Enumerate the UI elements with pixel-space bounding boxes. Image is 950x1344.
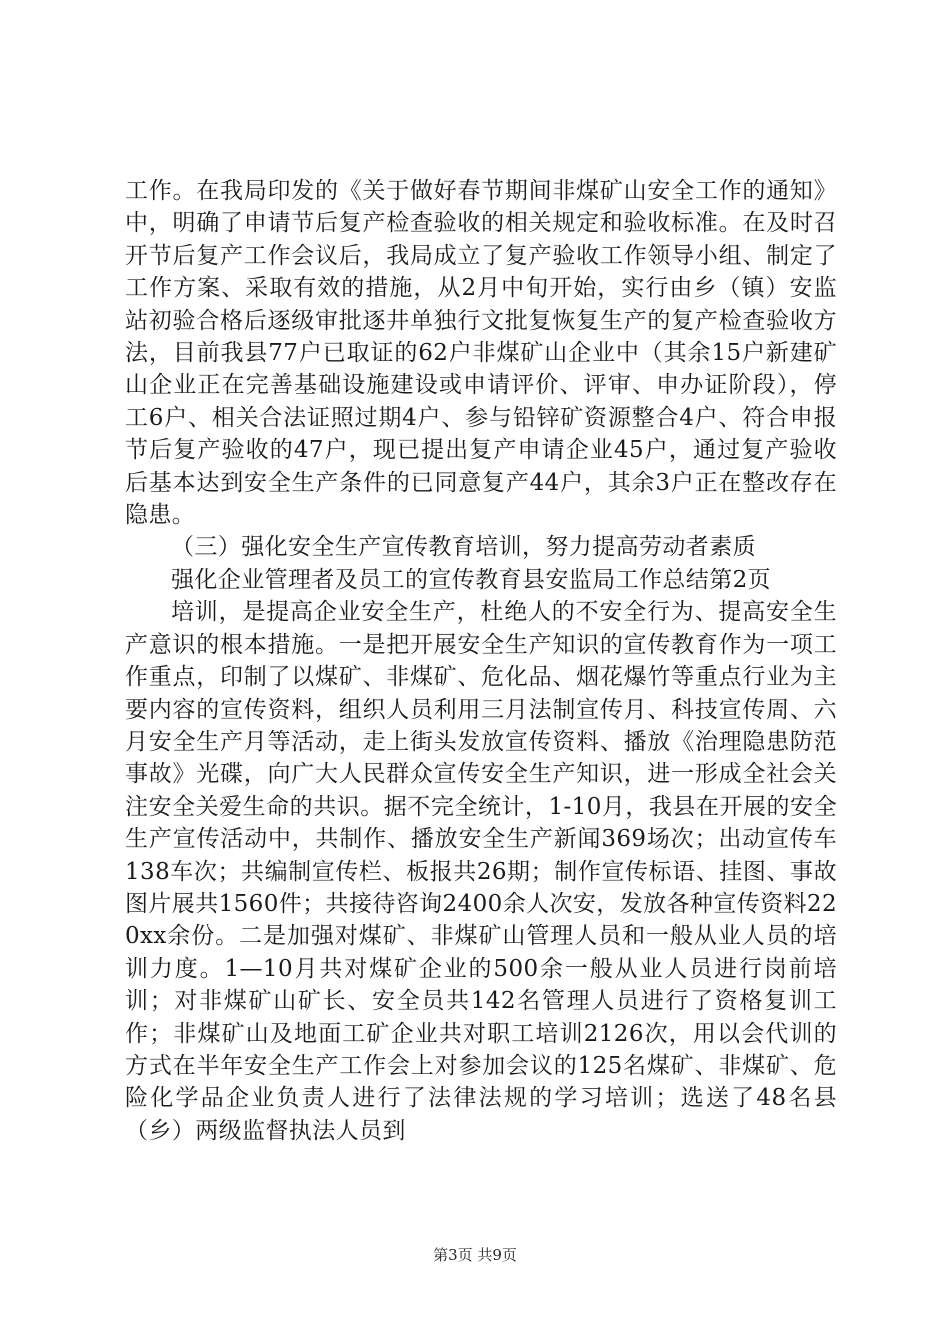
section-heading-training: （三）强化安全生产宣传教育培训，努力提高劳动者素质 <box>171 534 756 561</box>
document-body <box>125 175 837 1147</box>
page-footer: 第3页 共9页 <box>433 1246 517 1264</box>
paragraph-approval-summary: 工作。在我局印发的《关于做好春节期间非煤矿山安全工作的通知》中，明确了申请节后复产检查验收的相关规定和验收标准。在及时召开节后复产工作会议后，我局成立了复产验收工作领导小组、制定了工作方案、采取有效的措施，从2月中旬开始，实行由乡（镇）安监站初验合格后逐级审批逐井单独行文批复恢复生产的复产检查验收方法，目前我县77户已取证的62户非煤矿山企业中（其余15户新建矿山企业正在完善基础设施建设或申请评价、评审、申办证阶段），停工6户、相关合法证照过期4户、参与铅锌矿资源整合4户、符合申报节后复产验收的47户，现已提出复产申请企业45户，通过复产验收后基本达到安全生产条件的已同意复产44户，其余3户正在整改存在隐患。 <box>125 178 837 529</box>
paragraph-training-details: 培训，是提高企业安全生产，杜绝人的不安全行为、提高安全生产意识的根本措施。一是把开展安全生产知识的宣传教育作为一项工作重点，印制了以煤矿、非煤矿、危化品、烟花爆竹等重点行业为主要内容的宣传资料，组织人员利用三月法制宣传月、科技宣传周、六月安全生产月等活动，走上街头发放宣传资料、播放《治理隐患防范事故》光碟，向广大人民群众宣传安全生产知识，进一形成全社会关注安全关爱生命的共识。据不完全统计，1-10月，我县在开展的安全生产宣传活动中，共制作、播放安全生产新闻369场次；出动宣传车138车次；共编制宣传栏、板报共26期；制作宣传标语、挂图、事故图片展共1560件；共接待咨询2400余人次安，发放各种宣传资料220xx余份。二是加强对煤矿、非煤矿山管理人员和一般从业人员的培训力度。1—10月共对煤矿企业的500余一般从业人员进行岗前培训；对非煤矿山矿长、安全员共142名管理人员进行了资格复训工作；非煤矿山及地面工矿企业共对职工培训2126次，用以会代训的方式在半年安全生产工作会上对参加会议的125名煤矿、非煤矿、危险化学品企业负责人进行了法律法规的学习培训；选送了48名县（乡）两级监督执法人员到 <box>125 599 837 1144</box>
paragraph-training-intro: 强化企业管理者及员工的宣传教育县安监局工作总结第2页 <box>171 566 772 593</box>
